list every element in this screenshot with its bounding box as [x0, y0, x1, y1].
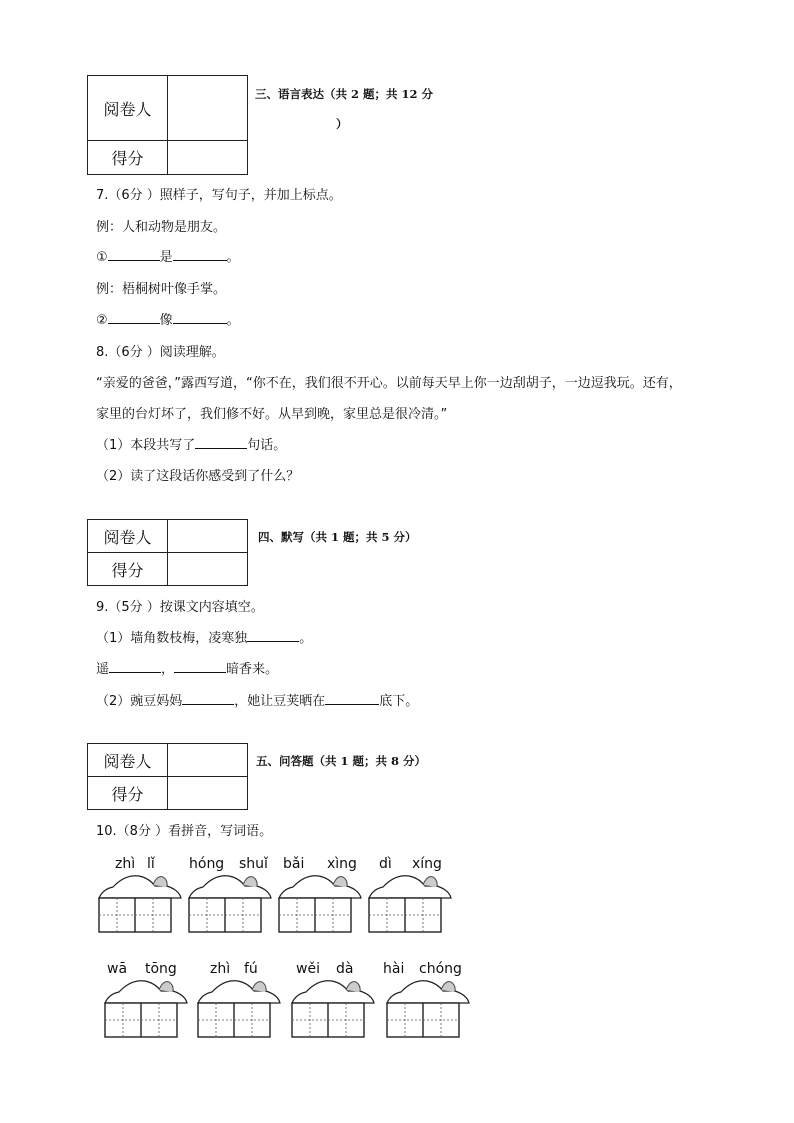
pinyin-syllable: bǎi	[283, 856, 305, 872]
sub-question-text: 底下。	[379, 694, 419, 709]
roof-shape	[279, 876, 361, 898]
sub-question-text: （2）豌豆妈妈	[96, 694, 183, 709]
poem-line	[96, 658, 278, 677]
item-number: ①	[96, 250, 108, 265]
pinyin-syllable: lǐ	[147, 856, 155, 872]
pinyin-syllable: tōng	[145, 961, 177, 977]
item-word: 是	[159, 250, 173, 265]
question-head: 8.（6分 ）阅读理解。	[96, 345, 225, 360]
roof-shape	[369, 876, 451, 898]
sub-question-text: ，她让豆荚晒在	[234, 694, 326, 709]
item-number: ②	[96, 313, 108, 328]
score-table	[87, 519, 248, 586]
pinyin-syllable: zhì	[210, 961, 231, 977]
answer-blank[interactable]	[325, 692, 379, 705]
pinyin-syllable: dà	[336, 961, 354, 977]
pinyin-syllable: dì	[379, 856, 392, 872]
pinyin-syllable: zhì	[115, 856, 136, 872]
character-writing-grid[interactable]	[196, 977, 282, 1039]
character-writing-grid[interactable]	[277, 872, 363, 934]
poem-text: ，	[161, 662, 175, 677]
answer-blank[interactable]	[182, 692, 234, 705]
poem-text: 暗香来。	[226, 662, 279, 677]
score-table	[87, 75, 248, 175]
score-label: 得分	[88, 553, 168, 586]
pinyin-syllable: xìng	[327, 856, 357, 872]
sub-question-text: 句话。	[247, 438, 287, 453]
pinyin-syllable: hóng	[189, 856, 225, 872]
item-end: 。	[226, 250, 240, 265]
section-title: 四、默写（共 1 题；共 5 分）	[258, 530, 417, 544]
pinyin-syllable: wā	[107, 961, 128, 977]
sub-question: （2）读了这段话你感受到了什么？	[96, 469, 300, 484]
character-writing-grid[interactable]	[187, 872, 273, 934]
roof-shape	[189, 876, 271, 898]
character-writing-grid[interactable]	[385, 977, 471, 1039]
roof-shape	[105, 981, 187, 1003]
answer-blank[interactable]	[195, 436, 247, 449]
poem-text: 遥	[96, 662, 110, 677]
score-table	[87, 743, 248, 810]
character-writing-grid[interactable]	[97, 872, 183, 934]
example-sentence: 例：人和动物是朋友。	[96, 220, 227, 235]
score-cell[interactable]	[168, 777, 248, 810]
answer-line	[96, 246, 240, 265]
sub-question-text: 。	[299, 631, 313, 646]
character-writing-grid[interactable]	[103, 977, 189, 1039]
sub-question	[96, 434, 286, 453]
passage-line: 家里的台灯坏了，我们修不好。从早到晚，家里总是很冷清。”	[96, 407, 448, 422]
score-label: 得分	[88, 777, 168, 810]
question-head: 7.（6分 ）照样子，写句子，并加上标点。	[96, 188, 342, 203]
passage-line: “亲爱的爸爸，”露西写道，“你不在，我们很不开心。以前每天早上你一边刮胡子，一边逗我玩。还有，	[96, 376, 682, 391]
answer-blank[interactable]	[173, 248, 227, 261]
sub-question	[96, 690, 418, 709]
item-end: 。	[226, 313, 240, 328]
sub-question-text: （1）墙角数枝梅，凌寒独	[96, 631, 248, 646]
section-title-close: ）	[336, 117, 348, 131]
pinyin-syllable: fú	[244, 961, 258, 977]
roof-shape	[292, 981, 374, 1003]
reviewer-label: 阅卷人	[88, 744, 168, 777]
answer-blank[interactable]	[109, 660, 161, 673]
answer-blank[interactable]	[247, 629, 299, 642]
reviewer-cell[interactable]	[168, 520, 248, 553]
roof-shape	[198, 981, 280, 1003]
pinyin-syllable: hài	[383, 961, 405, 977]
reviewer-cell[interactable]	[168, 744, 248, 777]
pinyin-syllable: shuǐ	[239, 856, 268, 872]
score-cell[interactable]	[168, 553, 248, 586]
answer-line	[96, 309, 240, 328]
answer-blank[interactable]	[173, 311, 227, 324]
section-title: 三、语言表达（共 2 题；共 12 分	[255, 87, 434, 101]
character-writing-grid[interactable]	[290, 977, 376, 1039]
reviewer-cell[interactable]	[168, 76, 248, 141]
reviewer-label: 阅卷人	[88, 76, 168, 141]
pinyin-syllable: wěi	[296, 961, 320, 977]
sub-question-text: （1）本段共写了	[96, 438, 196, 453]
pinyin-syllable: chóng	[419, 961, 462, 977]
character-writing-grid[interactable]	[367, 872, 453, 934]
question-head: 10.（8分 ）看拼音，写词语。	[96, 824, 273, 839]
score-cell[interactable]	[168, 141, 248, 175]
question-head: 9.（5分 ）按课文内容填空。	[96, 600, 264, 615]
sub-question	[96, 627, 312, 646]
item-word: 像	[159, 313, 173, 328]
answer-blank[interactable]	[108, 248, 160, 261]
score-label: 得分	[88, 141, 168, 175]
answer-blank[interactable]	[174, 660, 226, 673]
section-title: 五、问答题（共 1 题；共 8 分）	[256, 754, 427, 768]
reviewer-label: 阅卷人	[88, 520, 168, 553]
answer-blank[interactable]	[108, 311, 160, 324]
roof-shape	[387, 981, 469, 1003]
roof-shape	[99, 876, 181, 898]
example-sentence: 例：梧桐树叶像手掌。	[96, 282, 227, 297]
pinyin-syllable: xíng	[412, 856, 442, 872]
